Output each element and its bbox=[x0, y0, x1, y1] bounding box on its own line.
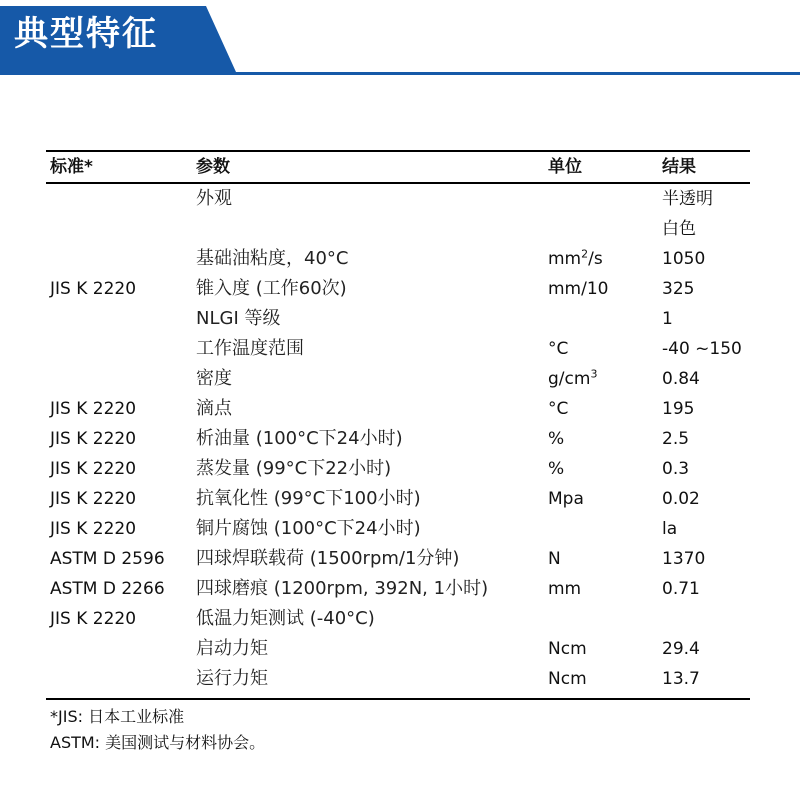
unit-superscript: 3 bbox=[590, 367, 598, 381]
cell-parameter: 锥入度 (工作60次) bbox=[196, 278, 347, 299]
table-row bbox=[46, 604, 750, 634]
unit-text: mm bbox=[548, 249, 582, 269]
cell-parameter: 运行力矩 bbox=[196, 668, 268, 689]
unit-text: mm/10 bbox=[548, 279, 609, 299]
cell-parameter: 析油量 (100°C下24小时) bbox=[196, 428, 403, 449]
table-body bbox=[46, 184, 750, 694]
header-unit: 单位 bbox=[548, 157, 582, 177]
cell-result: -40 ~150 bbox=[662, 339, 742, 359]
unit-text: °C bbox=[548, 399, 569, 419]
cell-parameter: 基础油粘度，40°C bbox=[196, 248, 349, 269]
cell-standard: JIS K 2220 bbox=[50, 429, 137, 449]
cell-parameter: 四球磨痕 (1200rpm, 392N, 1小时) bbox=[196, 578, 489, 599]
cell-unit bbox=[548, 544, 561, 574]
table-row bbox=[46, 484, 750, 514]
unit-text: % bbox=[548, 459, 565, 479]
cell-parameter: 外观 bbox=[196, 188, 232, 209]
cell-unit bbox=[548, 454, 564, 484]
cell-standard: ASTM D 2596 bbox=[50, 549, 165, 569]
cell-result: 2.5 bbox=[662, 429, 690, 449]
unit-text: N bbox=[548, 549, 561, 569]
cell-standard: JIS K 2220 bbox=[50, 459, 137, 479]
table-row bbox=[46, 334, 750, 364]
table-bottom-rule bbox=[46, 698, 750, 700]
table-row bbox=[46, 274, 750, 304]
table-row bbox=[46, 394, 750, 424]
footnotes bbox=[50, 704, 265, 756]
unit-superscript: 2 bbox=[581, 247, 589, 261]
cell-standard: ASTM D 2266 bbox=[50, 579, 165, 599]
cell-parameter: NLGI 等级 bbox=[196, 308, 281, 329]
unit-text: % bbox=[548, 429, 565, 449]
cell-parameter: 密度 bbox=[196, 368, 232, 389]
cell-parameter: 启动力矩 bbox=[196, 638, 268, 659]
header-parameter: 参数 bbox=[196, 157, 230, 177]
cell-standard: JIS K 2220 bbox=[50, 519, 137, 539]
table-row bbox=[46, 454, 750, 484]
cell-unit bbox=[548, 334, 568, 364]
table-row bbox=[46, 364, 750, 394]
unit-text: Ncm bbox=[548, 639, 587, 659]
cell-result: la bbox=[662, 519, 678, 539]
footnote-jis: *JIS: 日本工业标准 bbox=[50, 707, 185, 726]
cell-standard: JIS K 2220 bbox=[50, 489, 137, 509]
cell-unit bbox=[548, 484, 584, 514]
table-header-row bbox=[46, 152, 750, 182]
table-row bbox=[46, 544, 750, 574]
header-result: 结果 bbox=[662, 157, 696, 177]
cell-result: 29.4 bbox=[662, 639, 700, 659]
cell-result: 325 bbox=[662, 279, 695, 299]
cell-unit bbox=[548, 274, 608, 304]
table-row bbox=[46, 664, 750, 694]
unit-tail: /s bbox=[588, 249, 603, 269]
cell-result: 13.7 bbox=[662, 669, 700, 689]
cell-parameter: 四球焊联载荷 (1500rpm/1分钟) bbox=[196, 548, 460, 569]
cell-unit bbox=[548, 364, 597, 394]
table-row bbox=[46, 634, 750, 664]
table-row bbox=[46, 184, 750, 214]
cell-parameter: 滴点 bbox=[196, 398, 232, 419]
cell-parameter: 蒸发量 (99°C下22小时) bbox=[196, 458, 392, 479]
footnote-astm: ASTM: 美国测试与材料协会。 bbox=[50, 733, 266, 752]
cell-unit bbox=[548, 244, 603, 274]
cell-result: 0.84 bbox=[662, 369, 700, 389]
table-row bbox=[46, 514, 750, 544]
cell-standard: JIS K 2220 bbox=[50, 279, 137, 299]
table-row bbox=[46, 304, 750, 334]
cell-result: 1370 bbox=[662, 549, 706, 569]
banner-divider bbox=[0, 72, 800, 75]
cell-result: 白色 bbox=[662, 219, 696, 239]
table-row bbox=[46, 244, 750, 274]
cell-standard: JIS K 2220 bbox=[50, 399, 137, 419]
unit-text: °C bbox=[548, 339, 569, 359]
cell-result: 半透明 bbox=[662, 189, 713, 209]
cell-unit bbox=[548, 664, 587, 694]
cell-unit bbox=[548, 634, 587, 664]
section-title: 典型特征 bbox=[14, 14, 158, 54]
properties-table bbox=[46, 150, 750, 700]
cell-unit bbox=[548, 394, 568, 424]
unit-text: Mpa bbox=[548, 489, 584, 509]
cell-parameter: 铜片腐蚀 (100°C下24小时) bbox=[196, 518, 421, 539]
unit-text: Ncm bbox=[548, 669, 587, 689]
header-standard: 标准* bbox=[50, 157, 93, 177]
cell-parameter: 抗氧化性 (99°C下100小时) bbox=[196, 488, 421, 509]
cell-parameter: 工作温度范围 bbox=[196, 338, 304, 359]
cell-result: 1050 bbox=[662, 249, 706, 269]
cell-standard: JIS K 2220 bbox=[50, 609, 137, 629]
cell-result: 0.02 bbox=[662, 489, 700, 509]
cell-unit bbox=[548, 574, 581, 604]
cell-result: 0.71 bbox=[662, 579, 700, 599]
table-row bbox=[46, 214, 750, 244]
cell-result: 195 bbox=[662, 399, 695, 419]
unit-text: g/cm bbox=[548, 369, 591, 389]
table-row bbox=[46, 574, 750, 604]
cell-unit bbox=[548, 424, 564, 454]
cell-result: 0.3 bbox=[662, 459, 690, 479]
table-row bbox=[46, 424, 750, 454]
unit-text: mm bbox=[548, 579, 582, 599]
cell-result: 1 bbox=[662, 309, 673, 329]
cell-parameter: 低温力矩测试 (-40°C) bbox=[196, 608, 375, 629]
